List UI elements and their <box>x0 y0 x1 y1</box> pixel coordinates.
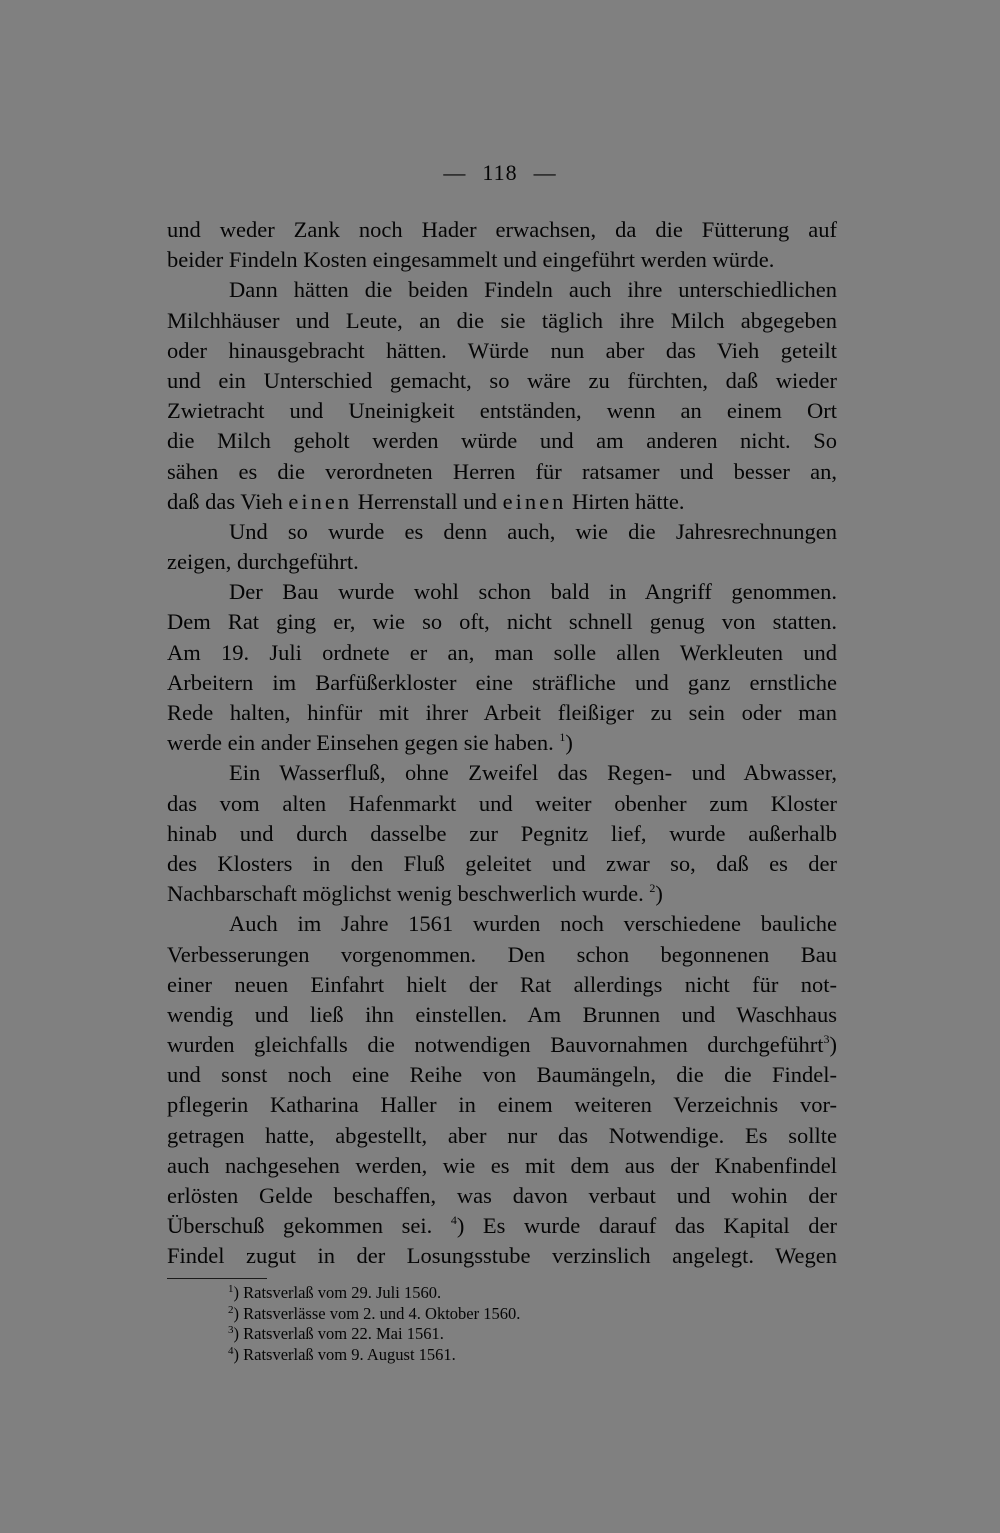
text-line: das vom alten Hafenmarkt und weiter obenher zum Kloster <box>167 790 837 816</box>
text-line: hinab und durch dasselbe zur Pegnitz lief, wurde außerhalb <box>167 820 837 846</box>
footnote-divider <box>167 1278 267 1279</box>
footnotes <box>228 1283 520 1365</box>
text-line: auch nachgesehen werden, wie es mit dem aus der Knabenfindel <box>167 1152 837 1178</box>
text-line: wendig und ließ ihn einstellen. Am Brunnen und Waschhaus <box>167 1001 837 1027</box>
text-line: oder hinausgebracht hätten. Würde nun aber das Vieh geteilt <box>167 337 837 363</box>
page-header <box>0 160 1000 186</box>
text-line: Dann hätten die beiden Findeln auch ihre unterschiedlichen <box>229 277 837 303</box>
footnote-text: ) Ratsverlaß vom 29. Juli 1560. <box>233 1283 442 1302</box>
text-line: Der Bau wurde wohl schon bald in Angriff genommen. <box>229 579 837 605</box>
text-line: beider Findeln Kosten eingesammelt und eingeführt werden würde. <box>167 247 775 273</box>
text-line <box>167 487 837 517</box>
text-line <box>167 879 837 909</box>
text-line: Auch im Jahre 1561 wurden noch verschiedene bauliche <box>229 911 837 937</box>
footnote-ref: 1 <box>559 730 566 745</box>
text-line: erlösten Gelde beschaffen, was davon verbaut und wohin der <box>167 1183 837 1208</box>
text-run: ) Es wurde darauf das Kapital der <box>456 1213 837 1239</box>
footnote-item <box>228 1345 520 1366</box>
footnote-mark: 4 <box>228 1344 234 1357</box>
footnote-ref: 4 <box>450 1213 457 1228</box>
text-line: Findel zugut in der Losungsstube verzinslich angelegt. Wegen <box>167 1243 837 1269</box>
page-number: 118 <box>482 160 518 185</box>
text-line: und weder Zank noch Hader erwachsen, da die Fütterung auf <box>167 217 837 242</box>
text-line: Dem Rat ging er, wie so oft, nicht schnell genug von statten. <box>167 609 837 635</box>
text-run: Überschuß gekommen sei. <box>167 1213 433 1239</box>
text-line: des Klosters in den Fluß geleitet und zwar so, daß es der <box>167 850 837 876</box>
footnote-item <box>228 1304 520 1325</box>
text-line: Und so wurde es denn auch, wie die Jahresrechnungen <box>229 518 837 544</box>
text-line: Verbesserungen vorgenommen. Den schon begonnenen Bau <box>167 941 837 967</box>
text-line: getragen hatte, abgestellt, aber nur das Notwendige. Es sollte <box>167 1122 837 1148</box>
footnote-mark: 2 <box>228 1303 234 1316</box>
text-line: sähen es die verordneten Herren für ratsamer und besser an, <box>167 458 837 484</box>
text-line: zeigen, durchgeführt. <box>167 549 359 575</box>
text-run: werde ein ander Einsehen gegen sie haben. <box>167 730 554 756</box>
footnote-text: ) Ratsverlaß vom 9. August 1561. <box>233 1344 456 1364</box>
header-dash-right: — <box>533 160 557 185</box>
spaced-emphasis: einen <box>288 488 353 514</box>
text-line: pflegerin Katharina Haller in einem weiteren Verzeichnis vor- <box>167 1092 837 1118</box>
text-run: wurden gleichfalls die notwendigen Bauvornahmen durchgeführt <box>167 1032 824 1058</box>
text-run: daß das Vieh <box>167 488 289 514</box>
footnote-item <box>228 1283 520 1304</box>
body-text <box>167 215 837 1272</box>
footnote-text: ) Ratsverlaß vom 22. Mai 1561. <box>233 1324 444 1343</box>
text-line: Zwietracht und Uneinigkeit entständen, wenn an einem Ort <box>167 398 837 424</box>
text-run: ) <box>829 1032 837 1058</box>
header-dash-left: — <box>443 160 467 185</box>
footnote-ref: 3 <box>823 1032 830 1047</box>
text-line: Rede halten, hinfür mit ihrer Arbeit fleißiger zu sein oder man <box>167 700 837 725</box>
footnote-ref: 2 <box>649 881 656 896</box>
spaced-emphasis: einen <box>502 488 567 514</box>
text-line: und ein Unterschied gemacht, so wäre zu fürchten, daß wieder <box>167 367 837 393</box>
text-line: und sonst noch eine Reihe von Baumängeln, die die Findel- <box>167 1062 837 1088</box>
text-line: einer neuen Einfahrt hielt der Rat allerdings nicht für not- <box>167 971 837 997</box>
text-run: Nachbarschaft möglichst wenig beschwerlich wurde. <box>167 881 644 907</box>
footnote-mark: 3 <box>228 1324 234 1336</box>
text-run: Herrenstall und <box>352 488 503 514</box>
footnote-text: ) Ratsverlässe vom 2. und 4. Oktober 1560. <box>233 1303 521 1323</box>
text-line: Milchhäuser und Leute, an die sie täglich ihre Milch abgegeben <box>167 307 837 333</box>
text-line <box>167 1211 837 1241</box>
text-line: Arbeitern im Barfüßerkloster eine sträfliche und ganz ernstliche <box>167 669 837 695</box>
text-line: Ein Wasserfluß, ohne Zweifel das Regen- und Abwasser, <box>229 760 837 786</box>
text-line <box>167 728 837 758</box>
text-line: Am 19. Juli ordnete er an, man solle allen Werkleuten und <box>167 639 837 665</box>
footnote-item <box>228 1324 520 1345</box>
text-run: ) <box>655 881 663 907</box>
text-run: ) <box>565 730 573 756</box>
text-run: Hirten hätte. <box>566 488 685 514</box>
footnote-mark: 1 <box>228 1283 234 1295</box>
text-line: die Milch geholt werden würde und am anderen nicht. So <box>167 428 837 454</box>
text-line <box>167 1030 837 1060</box>
